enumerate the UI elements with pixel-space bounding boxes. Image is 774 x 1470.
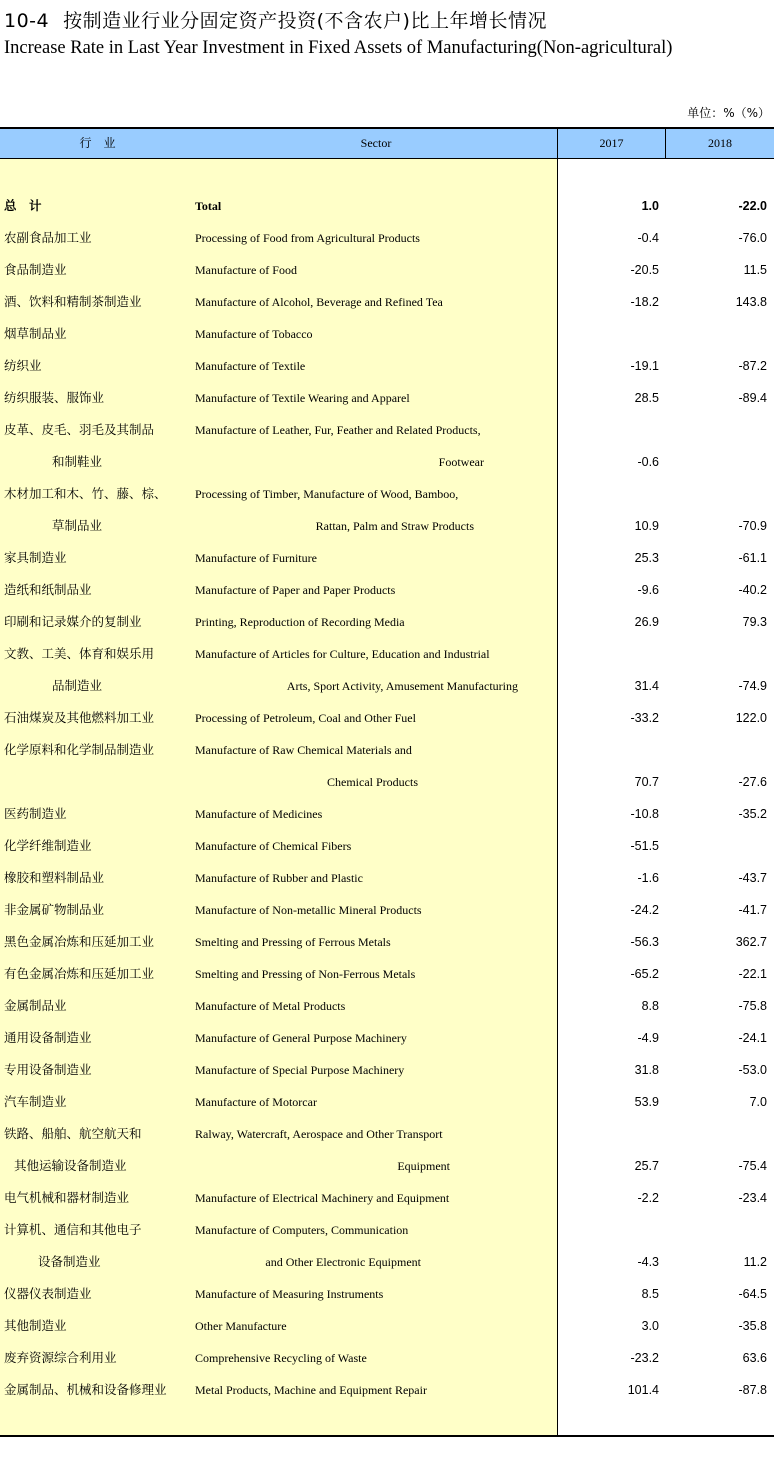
row-value-2018: 362.7 — [735, 935, 767, 949]
row-sector-en: Manufacture of Tobacco — [195, 327, 313, 341]
row-value-2017: -56.3 — [630, 935, 659, 949]
table-row — [0, 894, 774, 926]
row-sector-en: Metal Products, Machine and Equipment Repair — [195, 1383, 427, 1397]
table-row — [0, 414, 774, 446]
row-industry-cn: 家具制造业 — [4, 550, 67, 565]
table-row — [0, 990, 774, 1022]
table-row — [0, 766, 774, 798]
row-value-2018: 63.6 — [742, 1351, 767, 1365]
row-value-2017: 8.8 — [641, 999, 659, 1013]
row-industry-cn: 非金属矿物制品业 — [4, 902, 105, 917]
row-value-2018: -53.0 — [738, 1063, 767, 1077]
row-industry-cn: 纺织业 — [4, 358, 42, 373]
row-sector-en: Processing of Food from Agricultural Products — [195, 231, 420, 245]
row-sector-en: Manufacture of Non-metallic Mineral Products — [195, 903, 422, 917]
row-value-2017: 101.4 — [627, 1383, 659, 1397]
row-value-2017: -2.2 — [637, 1191, 659, 1205]
row-value-2018: 11.5 — [743, 263, 767, 277]
table-row — [0, 318, 774, 350]
row-sector-en: Manufacture of Computers, Communication — [195, 1223, 409, 1237]
row-industry-cn: 汽车制造业 — [4, 1094, 67, 1109]
row-sector-en: Manufacture of Food — [195, 263, 297, 277]
row-industry-cn: 木材加工和木、竹、藤、棕、 — [4, 486, 167, 501]
row-industry-cn: 其他制造业 — [4, 1318, 67, 1333]
row-sector-en: Footwear — [438, 455, 484, 469]
table-row — [0, 926, 774, 958]
table-row — [0, 574, 774, 606]
row-industry-cn: 食品制造业 — [4, 262, 67, 277]
row-value-2017: -10.8 — [630, 807, 659, 821]
row-industry-cn: 化学原料和化学制品制造业 — [4, 742, 155, 757]
row-value-2017: -1.6 — [637, 871, 659, 885]
row-value-2017: 26.9 — [634, 615, 659, 629]
row-sector-en: Total — [195, 199, 222, 213]
row-industry-cn: 文教、工美、体育和娱乐用 — [4, 646, 155, 661]
row-industry-cn: 金属制品业 — [4, 998, 67, 1013]
row-value-2017: 8.5 — [641, 1287, 659, 1301]
row-sector-en: Manufacture of Paper and Paper Products — [195, 583, 396, 597]
row-value-2018: 7.0 — [749, 1095, 767, 1109]
row-value-2018: -74.9 — [738, 679, 767, 693]
row-value-2018: -87.2 — [738, 359, 767, 373]
row-value-2018: 143.8 — [735, 295, 767, 309]
table-row — [0, 542, 774, 574]
row-industry-cn: 草制品业 — [52, 518, 103, 533]
table-row — [0, 606, 774, 638]
row-sector-en: Manufacture of Textile Wearing and Apparel — [195, 391, 410, 405]
row-value-2017: -65.2 — [630, 967, 659, 981]
row-industry-cn: 设备制造业 — [38, 1254, 101, 1269]
row-sector-en: Smelting and Pressing of Ferrous Metals — [195, 935, 391, 949]
row-value-2018: 79.3 — [742, 615, 767, 629]
row-industry-cn: 电气机械和器材制造业 — [4, 1190, 130, 1205]
row-value-2018: -27.6 — [738, 775, 767, 789]
table-number: 10-4 — [4, 10, 50, 32]
table-row — [0, 1374, 774, 1406]
table-row — [0, 1342, 774, 1374]
row-value-2018: -40.2 — [738, 583, 767, 597]
row-value-2017: -0.4 — [637, 231, 659, 245]
row-industry-cn: 废弃资源综合利用业 — [4, 1350, 117, 1365]
row-sector-en: Printing, Reproduction of Recording Media — [195, 615, 405, 629]
row-sector-en: Comprehensive Recycling of Waste — [195, 1351, 367, 1365]
row-industry-cn: 计算机、通信和其他电子 — [4, 1222, 142, 1237]
table-row — [0, 734, 774, 766]
row-sector-en: Equipment — [397, 1159, 450, 1173]
row-industry-cn: 印刷和记录媒介的复制业 — [4, 614, 142, 629]
row-sector-en: Manufacture of Special Purpose Machinery — [195, 1063, 405, 1077]
table-row — [0, 190, 774, 222]
row-value-2018: -75.8 — [738, 999, 767, 1013]
header-year-2018: 2018 — [708, 136, 732, 150]
row-value-2018: 122.0 — [735, 711, 767, 725]
row-industry-cn: 酒、饮料和精制茶制造业 — [4, 294, 142, 309]
row-industry-cn: 黑色金属冶炼和压延加工业 — [4, 934, 155, 949]
table-row — [0, 1022, 774, 1054]
table-header — [0, 129, 774, 159]
bottom-rule — [0, 1435, 774, 1437]
header-sector: Sector — [360, 136, 392, 150]
table-row — [0, 862, 774, 894]
row-industry-cn: 其他运输设备制造业 — [14, 1158, 127, 1173]
row-value-2017: 31.8 — [634, 1063, 659, 1077]
table-row — [0, 1214, 774, 1246]
row-value-2018: -24.1 — [738, 1031, 767, 1045]
table-row — [0, 1182, 774, 1214]
row-value-2017: -24.2 — [630, 903, 659, 917]
row-value-2017: 25.3 — [634, 551, 659, 565]
row-sector-en: Processing of Petroleum, Coal and Other Fuel — [195, 711, 416, 725]
table-row — [0, 670, 774, 702]
row-value-2018: -87.8 — [738, 1383, 767, 1397]
table-row — [0, 1246, 774, 1278]
row-industry-cn: 和制鞋业 — [52, 454, 103, 469]
table-row — [0, 1150, 774, 1182]
row-sector-en: and Other Electronic Equipment — [265, 1255, 421, 1269]
row-sector-en: Ralway, Watercraft, Aerospace and Other Transport — [195, 1127, 443, 1141]
row-value-2017: 70.7 — [634, 775, 659, 789]
row-value-2017: -19.1 — [630, 359, 659, 373]
row-value-2018: -22.1 — [738, 967, 767, 981]
row-sector-en: Other Manufacture — [195, 1319, 287, 1333]
row-sector-en: Manufacture of Leather, Fur, Feather and Related Products, — [195, 423, 481, 437]
row-value-2017: 28.5 — [634, 391, 659, 405]
row-value-2017: -23.2 — [630, 1351, 659, 1365]
table-row — [0, 1118, 774, 1150]
row-value-2017: 53.9 — [634, 1095, 659, 1109]
row-value-2018: -22.0 — [738, 199, 767, 213]
row-industry-cn: 化学纤维制造业 — [4, 838, 92, 853]
unit-label: 单位：%（%） — [687, 106, 770, 120]
row-industry-cn: 仪器仪表制造业 — [4, 1286, 92, 1301]
row-industry-cn: 品制造业 — [52, 678, 103, 693]
row-sector-en: Manufacture of Measuring Instruments — [195, 1287, 384, 1301]
row-value-2018: 11.2 — [743, 1255, 767, 1269]
row-value-2017: -0.6 — [637, 455, 659, 469]
row-value-2018: -41.7 — [738, 903, 767, 917]
row-sector-en: Manufacture of Chemical Fibers — [195, 839, 352, 853]
table-row — [0, 350, 774, 382]
row-sector-en: Smelting and Pressing of Non-Ferrous Metals — [195, 967, 416, 981]
row-sector-en: Processing of Timber, Manufacture of Wood, Bamboo, — [195, 487, 459, 501]
row-industry-cn: 烟草制品业 — [4, 326, 67, 341]
row-sector-en: Manufacture of Metal Products — [195, 999, 346, 1013]
header-year-2017: 2017 — [599, 136, 624, 150]
row-industry-cn: 医药制造业 — [4, 806, 67, 821]
row-sector-en: Chemical Products — [327, 775, 418, 789]
table-row — [0, 798, 774, 830]
header-industry-cn: 行 业 — [79, 136, 116, 150]
row-value-2017: -33.2 — [630, 711, 659, 725]
table-body — [0, 190, 774, 1406]
table-row — [0, 1086, 774, 1118]
table-row — [0, 254, 774, 286]
row-industry-cn: 橡胶和塑料制品业 — [4, 870, 105, 885]
row-sector-en: Manufacture of Rubber and Plastic — [195, 871, 363, 885]
row-value-2018: -70.9 — [738, 519, 767, 533]
row-sector-en: Manufacture of General Purpose Machinery — [195, 1031, 407, 1045]
row-value-2017: -51.5 — [630, 839, 659, 853]
row-value-2018: -64.5 — [738, 1287, 767, 1301]
table-title-chinese — [4, 6, 547, 33]
row-industry-cn: 纺织服装、服饰业 — [4, 390, 105, 405]
table-row — [0, 958, 774, 990]
table-row — [0, 702, 774, 734]
row-sector-en: Manufacture of Electrical Machinery and Equipment — [195, 1191, 450, 1205]
row-industry-cn: 有色金属冶炼和压延加工业 — [4, 966, 155, 981]
row-value-2018: -35.8 — [738, 1319, 767, 1333]
row-industry-cn: 总 计 — [4, 198, 42, 213]
row-value-2017: -9.6 — [637, 583, 659, 597]
table-row — [0, 510, 774, 542]
row-value-2017: 25.7 — [634, 1159, 659, 1173]
row-industry-cn: 铁路、船舶、航空航天和 — [4, 1126, 142, 1141]
row-value-2018: -61.1 — [738, 551, 767, 565]
row-value-2018: -75.4 — [738, 1159, 767, 1173]
row-industry-cn: 石油煤炭及其他燃料加工业 — [4, 710, 155, 725]
row-value-2018: -23.4 — [738, 1191, 767, 1205]
row-value-2018: -89.4 — [738, 391, 767, 405]
row-industry-cn: 金属制品、机械和设备修理业 — [4, 1382, 167, 1397]
row-sector-en: Manufacture of Articles for Culture, Education and Industrial — [195, 647, 490, 661]
row-value-2017: 10.9 — [634, 519, 659, 533]
row-value-2018: -76.0 — [738, 231, 767, 245]
table-row — [0, 478, 774, 510]
row-industry-cn: 造纸和纸制品业 — [4, 582, 92, 597]
row-value-2017: -20.5 — [630, 263, 659, 277]
row-value-2017: 1.0 — [641, 199, 659, 213]
row-value-2018: -43.7 — [738, 871, 767, 885]
row-industry-cn: 皮革、皮毛、羽毛及其制品 — [4, 422, 155, 437]
row-sector-en: Manufacture of Medicines — [195, 807, 323, 821]
table-row — [0, 830, 774, 862]
row-value-2017: -4.3 — [637, 1255, 659, 1269]
table-row — [0, 1310, 774, 1342]
row-value-2018: -35.2 — [738, 807, 767, 821]
row-value-2017: 31.4 — [634, 679, 659, 693]
table-row — [0, 222, 774, 254]
row-sector-en: Manufacture of Textile — [195, 359, 306, 373]
table-row — [0, 1054, 774, 1086]
table-row — [0, 638, 774, 670]
table-row — [0, 382, 774, 414]
row-sector-en: Manufacture of Raw Chemical Materials and — [195, 743, 412, 757]
table-title-english: Increase Rate in Last Year Investment in Fixed Assets of Manufacturing(Non-agricultural) — [4, 38, 673, 58]
row-industry-cn: 农副食品加工业 — [4, 230, 92, 245]
row-sector-en: Arts, Sport Activity, Amusement Manufacturing — [286, 679, 518, 693]
table-row — [0, 286, 774, 318]
row-industry-cn: 专用设备制造业 — [4, 1062, 92, 1077]
row-sector-en: Manufacture of Motorcar — [195, 1095, 317, 1109]
table-row — [0, 446, 774, 478]
row-industry-cn: 通用设备制造业 — [4, 1030, 92, 1045]
row-value-2017: -4.9 — [637, 1031, 659, 1045]
table-row — [0, 1278, 774, 1310]
row-value-2017: -18.2 — [630, 295, 659, 309]
row-value-2017: 3.0 — [641, 1319, 659, 1333]
row-sector-en: Manufacture of Furniture — [195, 551, 317, 565]
row-sector-en: Rattan, Palm and Straw Products — [315, 519, 474, 533]
title-chinese-text: 按制造业行业分固定资产投资(不含农户)比上年增长情况 — [63, 10, 547, 32]
row-sector-en: Manufacture of Alcohol, Beverage and Refined Tea — [195, 295, 443, 309]
